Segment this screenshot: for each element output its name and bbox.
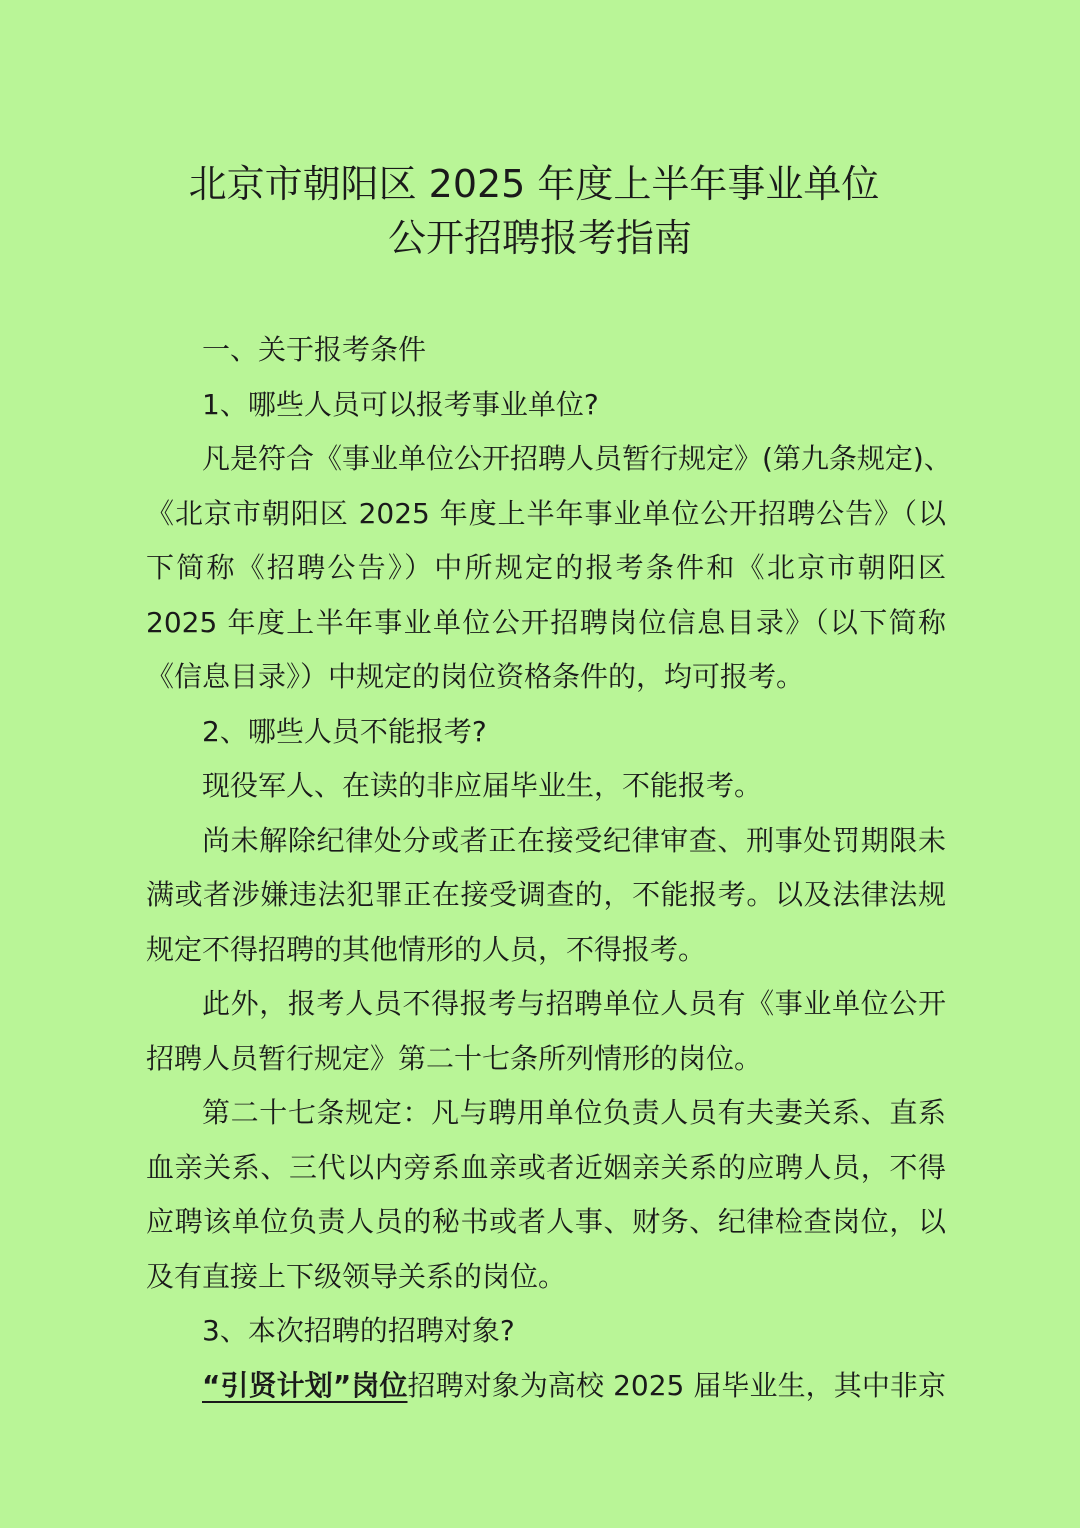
paragraph-line: 下简称《招聘公告》）中所规定的报考条件和《北京市朝阳区 — [146, 551, 946, 584]
paragraph-line: 血亲关系、三代以内旁系血亲或者近姻亲关系的应聘人员，不得 — [146, 1151, 946, 1184]
document-title-line-2: 公开招聘报考指南 — [387, 216, 692, 260]
highlighted-term: “引贤计划”岗位 — [202, 1369, 408, 1402]
paragraph-line: 尚未解除纪律处分或者正在接受纪律审查、刑事处罚期限未 — [202, 824, 946, 857]
paragraph-line: 及有直接上下级领导关系的岗位。 — [146, 1260, 567, 1293]
question-2: 2、哪些人员不能报考? — [202, 715, 487, 748]
paragraph-line: 应聘该单位负责人员的秘书或者人事、财务、纪律检查岗位，以 — [146, 1205, 946, 1238]
paragraph-line: 凡是符合《事业单位公开招聘人员暂行规定》(第九条规定)、 — [202, 442, 952, 475]
paragraph-line: 《信息目录》）中规定的岗位资格条件的，均可报考。 — [146, 660, 805, 693]
paragraph-line: 《北京市朝阳区 2025 年度上半年事业单位公开招聘公告》（以 — [146, 497, 946, 530]
paragraph-line: 招聘人员暂行规定》第二十七条所列情形的岗位。 — [146, 1042, 763, 1075]
document-title-line-1: 北京市朝阳区 2025 年度上半年事业单位 — [188, 162, 880, 206]
paragraph-line: 满或者涉嫌违法犯罪正在接受调查的，不能报考。以及法律法规 — [146, 878, 946, 911]
paragraph-line: 规定不得招聘的其他情形的人员，不得报考。 — [146, 933, 707, 966]
paragraph-line: 第二十七条规定：凡与聘用单位负责人员有夫妻关系、直系 — [202, 1096, 946, 1129]
section-heading: 一、关于报考条件 — [202, 333, 427, 366]
question-3: 3、本次招聘的招聘对象? — [202, 1314, 515, 1347]
paragraph-line: 此外，报考人员不得报考与招聘单位人员有《事业单位公开 — [202, 987, 946, 1020]
paragraph-line: 2025 年度上半年事业单位公开招聘岗位信息目录》（以下简称 — [146, 606, 946, 639]
paragraph-text: 招聘对象为高校 2025 届毕业生，其中非京 — [407, 1369, 947, 1402]
question-1: 1、哪些人员可以报考事业单位? — [202, 388, 599, 421]
paragraph-line — [202, 1368, 946, 1404]
paragraph-line: 现役军人、在读的非应届毕业生，不能报考。 — [202, 769, 763, 802]
